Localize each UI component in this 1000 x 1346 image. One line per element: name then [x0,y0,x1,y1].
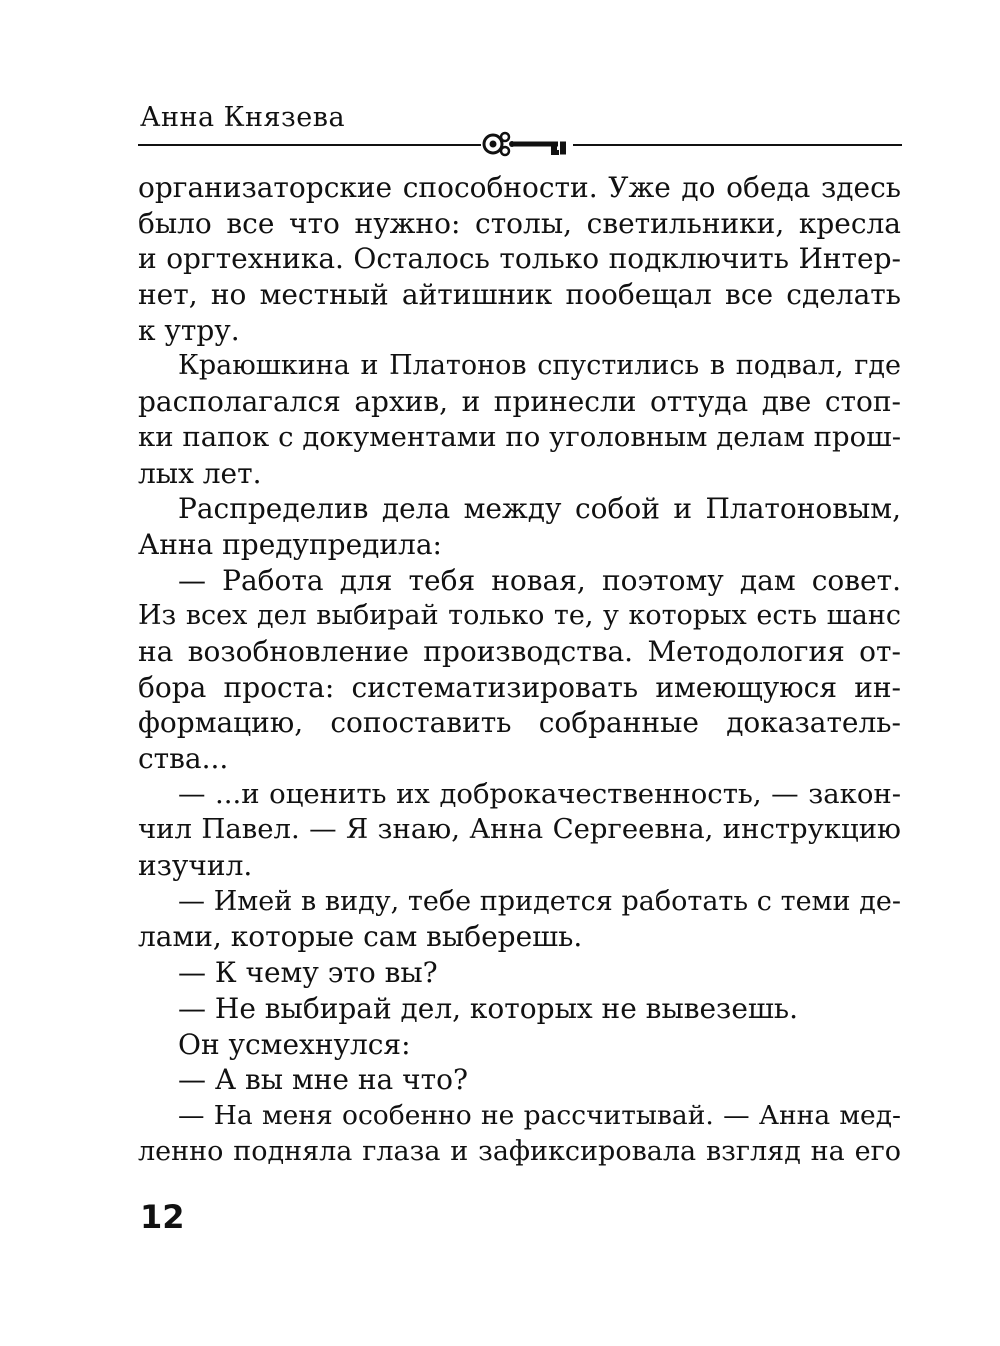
text-line: ленно подняла глаза и зафиксировала взгляд на его [138,1135,901,1167]
text-line: Краюшкина и Платонов спустились в подвал, где [178,350,901,382]
text-line: на возобновление производства. Методология от- [138,634,901,668]
page-number: 12 [140,1198,185,1236]
text-line: Анна предупредила: [138,527,442,561]
text-line: формацию, сопоставить собранные доказатель- [138,706,901,740]
key-icon [481,128,573,160]
text-line: ки папок с документами по уголовным делам прош- [138,420,901,453]
text-line: лых лет. [138,456,262,490]
text-line: Из всех дел выбирай только те, у которых есть шанс [138,600,901,632]
text-line: — На меня особенно не рассчитывай. — Анна мед- [178,1099,901,1131]
text-line: чил Павел. — Я знаю, Анна Сергеевна, инструкцию [138,813,901,846]
text-line: ства... [138,742,229,775]
text-line: и оргтехника. Осталось только подключить Интер- [138,242,901,276]
text-line: было все что нужно: столы, светильники, кресла [138,206,901,240]
text-line: Распределив дела между собой и Платоновым, [178,492,901,526]
text-line: нет, но местный айтишник пообещал все сделать [138,278,901,312]
text-line: — ...и оценить их доброкачественность, — закон- [178,777,901,810]
text-line: — Работа для тебя новая, поэтому дам совет. [178,563,901,597]
text-line: организаторские способности. Уже до обеда здесь [138,171,901,204]
text-line: — К чему это вы? [178,956,438,990]
running-head-author: Анна Князева [140,102,346,133]
text-line: изучил. [138,849,253,883]
text-line: — А вы мне на что? [178,1063,468,1097]
text-line: лами, которые сам выберешь. [138,920,583,954]
text-line: — Не выбирай дел, которых не вывезешь. [178,991,799,1025]
text-line: Он усмехнулся: [178,1027,411,1061]
text-line: бора проста: систематизировать имеющуюся ин- [138,670,901,704]
text-line: — Имей в виду, тебе придется работать с теми де- [178,885,901,917]
text-line: располагался архив, и принесли оттуда две стоп- [138,385,901,419]
body-text [138,170,901,1169]
text-line: к утру. [138,313,240,347]
